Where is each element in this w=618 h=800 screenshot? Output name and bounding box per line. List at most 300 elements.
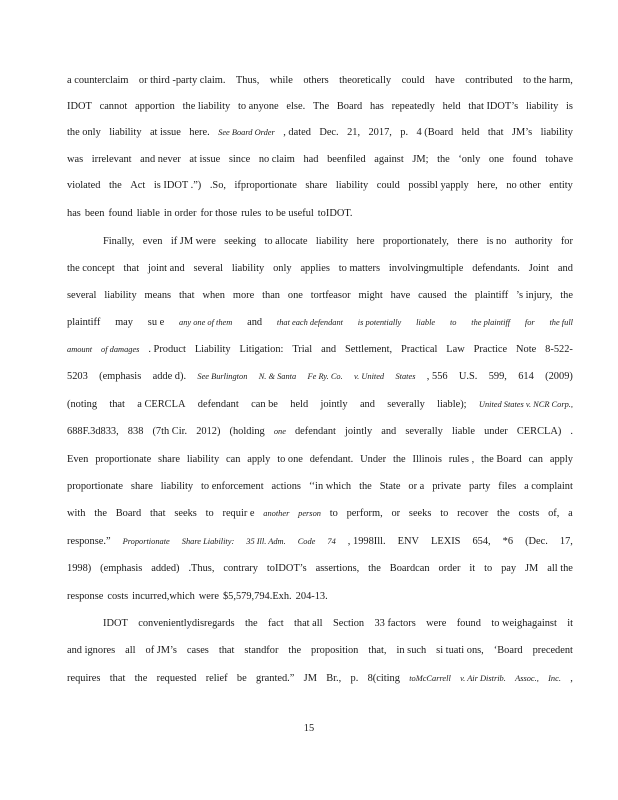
text-segment: apply xyxy=(549,454,573,465)
text-segment: ENV xyxy=(397,536,419,547)
text-segment: JM xyxy=(525,563,539,574)
text-segment: 688F.3d833, xyxy=(67,426,119,437)
text-segment: defendant xyxy=(294,426,336,437)
text-segment: JM xyxy=(303,673,317,684)
text-segment: 17, xyxy=(559,536,573,547)
text-segment: no other xyxy=(506,180,541,191)
text-segment: no claim xyxy=(258,154,295,165)
text-segment: plaintiff xyxy=(67,317,101,328)
text-segment: means xyxy=(144,290,172,301)
text-segment: the xyxy=(368,563,381,574)
text-segment: 204-13. xyxy=(295,591,328,602)
text-segment: share xyxy=(130,481,153,492)
text-segment: CERCLA) xyxy=(516,426,562,437)
italic-text-segment: one xyxy=(273,427,286,436)
text-segment: with xyxy=(67,508,86,519)
text-segment: been xyxy=(84,208,105,219)
text-segment: all the xyxy=(547,563,573,574)
text-segment: liability xyxy=(186,454,220,465)
text-segment: and xyxy=(321,344,337,355)
text-line xyxy=(67,343,573,357)
text-line xyxy=(67,153,573,167)
text-segment: the xyxy=(244,618,258,629)
text-segment: the concept xyxy=(67,263,115,274)
text-segment: and ignores xyxy=(67,645,116,656)
text-segment: when xyxy=(202,290,225,301)
text-segment: or xyxy=(391,508,401,519)
text-segment: assertions, xyxy=(315,563,360,574)
text-segment: share xyxy=(158,454,180,465)
text-segment: proposition xyxy=(311,645,359,656)
text-segment: defendant xyxy=(197,399,239,410)
text-segment: found xyxy=(512,154,537,165)
text-segment: Illinois xyxy=(412,454,442,465)
text-segment: to enforcement xyxy=(201,481,264,492)
text-segment: JM’s xyxy=(511,127,533,138)
text-segment: tortfeasor xyxy=(310,290,351,301)
text-segment: or third -party claim. xyxy=(138,75,226,86)
italic-text-segment: person xyxy=(298,509,321,518)
text-segment: costs xyxy=(518,508,540,519)
text-segment: (Dec. xyxy=(525,536,548,547)
text-segment: party xyxy=(468,481,491,492)
text-segment: only xyxy=(273,263,292,274)
text-line xyxy=(67,207,573,221)
text-segment: .So, xyxy=(209,180,226,191)
text-segment: 614 xyxy=(518,371,534,382)
text-segment: to weighagainst xyxy=(491,618,557,629)
text-segment: liability xyxy=(525,101,559,112)
text-segment: the xyxy=(109,180,122,191)
text-segment: standfor xyxy=(244,645,279,656)
text-segment: irrelevant xyxy=(91,154,132,165)
text-line xyxy=(67,672,573,686)
text-segment: might xyxy=(358,290,383,301)
text-segment: involvingmultiple xyxy=(388,263,464,274)
text-segment: the xyxy=(392,454,406,465)
text-segment: si tuati ons, xyxy=(436,645,484,656)
text-segment: Practical xyxy=(400,344,438,355)
text-segment: 5203 xyxy=(67,371,88,382)
italic-text-segment: amount xyxy=(67,345,93,354)
italic-text-segment: v. United xyxy=(354,372,385,381)
italic-text-segment: for xyxy=(524,318,535,327)
text-segment: (7th Cir. xyxy=(152,426,188,437)
text-segment: liability xyxy=(335,180,369,191)
text-segment: response xyxy=(67,591,104,602)
text-segment: beenfiled xyxy=(327,154,366,165)
text-segment: The xyxy=(312,101,330,112)
text-line xyxy=(67,535,573,549)
text-segment: to xyxy=(440,508,449,519)
text-segment: proportionate xyxy=(67,481,123,492)
text-segment: since xyxy=(228,154,251,165)
text-segment: several xyxy=(67,290,97,301)
text-segment: may xyxy=(115,317,133,328)
text-segment: 8-522- xyxy=(545,344,573,355)
text-segment: possibl yapply xyxy=(408,180,469,191)
text-segment: be xyxy=(236,673,247,684)
text-segment: defendants. xyxy=(472,263,520,274)
italic-text-segment: to xyxy=(449,318,457,327)
text-line xyxy=(67,316,573,330)
text-line xyxy=(67,100,573,114)
text-segment: 21, xyxy=(347,127,361,138)
italic-text-segment: v. Air Distrib. xyxy=(460,674,506,683)
text-segment: has xyxy=(370,101,384,112)
text-segment: convenientlydisregards xyxy=(138,618,235,629)
text-segment: that xyxy=(109,399,125,410)
text-segment: liability xyxy=(109,127,142,138)
italic-text-segment: N. & Santa xyxy=(258,372,297,381)
text-segment: (holding xyxy=(229,426,265,437)
italic-text-segment: toMcCarrell xyxy=(409,674,451,683)
italic-text-segment: the plaintiff xyxy=(471,318,511,327)
text-segment: even xyxy=(142,236,163,247)
text-segment: U.S. xyxy=(458,371,478,382)
text-segment: requested xyxy=(156,673,197,684)
text-segment: that xyxy=(123,263,140,274)
text-segment: held xyxy=(461,127,480,138)
text-segment: at issue xyxy=(189,154,221,165)
text-segment: in order xyxy=(163,208,197,219)
text-segment: Litigation: xyxy=(239,344,284,355)
text-line xyxy=(67,74,573,88)
text-segment: Trial xyxy=(292,344,313,355)
text-segment: rules , xyxy=(448,454,475,465)
text-segment: pay xyxy=(501,563,517,574)
text-segment: toIDOT. xyxy=(317,208,353,219)
text-segment: is xyxy=(566,101,573,112)
text-segment: joint and xyxy=(147,263,185,274)
text-segment: Practice xyxy=(473,344,508,355)
text-segment: perform, xyxy=(346,508,383,519)
text-segment: here xyxy=(356,236,375,247)
text-segment: liability xyxy=(160,481,194,492)
text-segment: that xyxy=(218,645,235,656)
text-segment: seeks xyxy=(408,508,432,519)
text-segment: for xyxy=(560,236,573,247)
text-segment: the xyxy=(288,645,302,656)
text-segment: , dated xyxy=(283,127,311,138)
text-segment: LEXIS xyxy=(431,536,461,547)
text-segment: Settlement, xyxy=(345,344,393,355)
italic-text-segment: 35 Ill. Adm. xyxy=(246,537,286,546)
text-segment: liability xyxy=(540,127,573,138)
text-segment: is IDOT .”) xyxy=(153,180,202,191)
text-segment: a CERCLA xyxy=(137,399,186,410)
text-segment: can xyxy=(528,454,543,465)
text-segment: (noting xyxy=(67,399,98,410)
text-segment: files xyxy=(498,481,517,492)
text-segment: found xyxy=(456,618,481,629)
italic-text-segment: 74 xyxy=(327,537,336,546)
text-segment: a counterclaim xyxy=(67,75,129,86)
text-segment: held xyxy=(442,101,461,112)
text-segment: State xyxy=(379,481,401,492)
text-segment: and never xyxy=(140,154,181,165)
text-segment: ‘‘in which xyxy=(308,481,352,492)
text-segment: seeks xyxy=(174,508,197,519)
text-segment: and xyxy=(247,317,263,328)
text-segment: JM; xyxy=(412,154,429,165)
text-segment: if JM were xyxy=(170,236,216,247)
text-segment: to allocate xyxy=(264,236,308,247)
text-segment: toIDOT’s xyxy=(266,563,307,574)
text-segment: more xyxy=(232,290,255,301)
text-segment: severally xyxy=(387,399,425,410)
text-segment: and xyxy=(557,263,573,274)
text-segment: 4 (Board xyxy=(416,127,454,138)
text-segment: Board xyxy=(336,101,363,112)
text-segment: against xyxy=(374,154,404,165)
text-segment: contributed xyxy=(465,75,513,86)
text-segment: it xyxy=(567,618,573,629)
italic-text-segment: States xyxy=(395,372,416,381)
text-segment: Br., xyxy=(326,673,342,684)
italic-text-segment: See Board Order xyxy=(218,128,275,137)
italic-text-segment: is potentially xyxy=(357,318,402,327)
text-segment: share xyxy=(305,180,328,191)
text-line xyxy=(67,370,573,384)
text-segment: proportionate xyxy=(95,454,152,465)
text-segment: the xyxy=(359,481,372,492)
text-segment: have xyxy=(390,290,411,301)
text-line xyxy=(67,289,573,303)
text-segment: p. xyxy=(400,127,409,138)
italic-text-segment: any one of them xyxy=(179,318,233,327)
text-segment: fact xyxy=(268,618,284,629)
text-segment: of JM’s xyxy=(145,645,177,656)
text-segment: plaintiff xyxy=(474,290,509,301)
text-segment: is no xyxy=(486,236,507,247)
text-segment: to xyxy=(329,508,338,519)
text-segment: or a xyxy=(408,481,425,492)
text-segment: Liability xyxy=(194,344,231,355)
text-segment: actions xyxy=(271,481,301,492)
text-segment: . xyxy=(570,426,573,437)
text-segment: Board xyxy=(115,508,142,519)
text-segment: one xyxy=(287,290,303,301)
text-segment: 33 factors xyxy=(374,618,416,629)
page-number: 15 xyxy=(303,723,315,734)
text-segment: proportionately, xyxy=(382,236,449,247)
text-segment: requires xyxy=(67,673,101,684)
text-segment: granted.” xyxy=(256,673,295,684)
text-segment: authority xyxy=(514,236,553,247)
text-segment: has xyxy=(67,208,81,219)
text-segment: caused xyxy=(418,290,447,301)
text-segment: cannot xyxy=(99,101,128,112)
text-segment: there xyxy=(457,236,479,247)
text-segment: that, xyxy=(368,645,387,656)
text-segment: the Board xyxy=(481,454,522,465)
text-line xyxy=(67,453,573,467)
text-segment: (emphasis xyxy=(100,563,143,574)
text-line xyxy=(67,480,573,494)
text-segment: and xyxy=(381,426,397,437)
text-line xyxy=(67,179,573,193)
text-line xyxy=(103,617,573,631)
text-segment: Note xyxy=(516,344,537,355)
text-segment: the xyxy=(454,290,468,301)
text-segment: for those xyxy=(200,208,238,219)
text-segment: that all xyxy=(293,618,323,629)
text-segment: several xyxy=(193,263,223,274)
text-segment: . Product xyxy=(148,344,186,355)
italic-text-segment: Inc. xyxy=(548,674,561,683)
text-segment: had xyxy=(303,154,319,165)
text-segment: the xyxy=(560,290,573,301)
text-segment: than xyxy=(262,290,280,301)
italic-text-segment: another xyxy=(263,509,290,518)
text-segment: to the harm, xyxy=(522,75,573,86)
text-segment: requir e xyxy=(222,508,255,519)
text-segment: 2012) xyxy=(196,426,221,437)
text-line xyxy=(67,262,573,276)
italic-text-segment: Assoc., xyxy=(515,674,539,683)
text-segment: to matters xyxy=(338,263,381,274)
text-segment: while xyxy=(269,75,293,86)
text-line xyxy=(67,398,573,412)
text-segment: tohave xyxy=(545,154,573,165)
text-segment: a complaint xyxy=(524,481,573,492)
text-segment: to xyxy=(484,563,493,574)
text-segment: rules xyxy=(241,208,262,219)
text-line xyxy=(67,590,573,604)
text-segment: a xyxy=(568,508,573,519)
text-segment: that xyxy=(149,508,166,519)
text-segment: under xyxy=(484,426,508,437)
text-segment: adde d). xyxy=(152,371,187,382)
text-segment: the xyxy=(94,508,107,519)
text-segment: 838 xyxy=(127,426,144,437)
text-segment: IDOT xyxy=(67,101,92,112)
text-segment: Thus, xyxy=(235,75,260,86)
text-segment: .Thus, xyxy=(188,563,215,574)
text-segment: apportion xyxy=(135,101,175,112)
text-segment: liable xyxy=(451,426,476,437)
text-segment: repeatedly xyxy=(391,101,435,112)
text-segment: ‘Board xyxy=(493,645,523,656)
italic-text-segment: See Burlington xyxy=(197,372,248,381)
text-segment: Joint xyxy=(528,263,549,274)
text-segment: severally xyxy=(405,426,443,437)
text-segment: precedent xyxy=(532,645,573,656)
text-segment: response.” xyxy=(67,536,111,547)
text-segment: incurred,which xyxy=(132,591,195,602)
text-segment: of, xyxy=(548,508,560,519)
text-segment: have xyxy=(435,75,455,86)
text-segment: 8(citing xyxy=(367,673,400,684)
text-line xyxy=(67,562,573,576)
text-segment: $5,579,794.Exh. xyxy=(222,591,292,602)
text-segment: contrary xyxy=(223,563,258,574)
text-segment: can xyxy=(225,454,241,465)
text-segment: private xyxy=(432,481,462,492)
text-segment: at issue xyxy=(149,127,181,138)
text-segment: added) xyxy=(151,563,180,574)
text-segment: Law xyxy=(446,344,465,355)
italic-text-segment: the full xyxy=(549,318,573,327)
text-segment: Even xyxy=(67,454,89,465)
text-segment: that xyxy=(109,673,126,684)
text-segment: p. xyxy=(350,673,359,684)
text-segment: the xyxy=(134,673,148,684)
text-segment: , 556 xyxy=(426,371,448,382)
text-segment: that xyxy=(178,290,195,301)
text-segment: IDOT xyxy=(103,618,128,629)
italic-text-segment: Share Liability: xyxy=(181,537,235,546)
text-segment: could xyxy=(401,75,425,86)
text-segment: (2009) xyxy=(545,371,573,382)
text-segment: entity xyxy=(549,180,573,191)
text-segment: recover xyxy=(457,508,489,519)
italic-text-segment: that each defendant xyxy=(276,318,343,327)
text-segment: here, xyxy=(477,180,498,191)
text-segment: ‘only xyxy=(458,154,481,165)
text-segment: , xyxy=(570,673,573,684)
text-segment: Section xyxy=(332,618,365,629)
text-segment: were xyxy=(426,618,447,629)
text-segment: the xyxy=(497,508,510,519)
text-segment: liability xyxy=(104,290,137,301)
text-segment: here. xyxy=(189,127,210,138)
text-segment: Act xyxy=(130,180,146,191)
text-segment: applies xyxy=(300,263,330,274)
text-segment: 654, xyxy=(472,536,491,547)
text-segment: to be useful xyxy=(265,208,314,219)
text-segment: it xyxy=(469,563,476,574)
italic-text-segment: United States v. NCR Corp., xyxy=(478,400,573,409)
text-segment: violated xyxy=(67,180,101,191)
text-segment: the liability xyxy=(182,101,231,112)
text-segment: and xyxy=(359,399,375,410)
text-segment: that IDOT’s xyxy=(468,101,519,112)
italic-text-segment: Proportionate xyxy=(122,537,170,546)
text-segment: Under xyxy=(360,454,387,465)
text-segment: to anyone xyxy=(237,101,279,112)
text-segment: all xyxy=(125,645,136,656)
text-line xyxy=(103,235,573,249)
text-segment: the xyxy=(437,154,450,165)
text-segment: Boardcan xyxy=(389,563,430,574)
text-segment: relief xyxy=(205,673,228,684)
text-segment: cases xyxy=(186,645,209,656)
text-segment: was xyxy=(67,154,84,165)
text-segment: others xyxy=(303,75,329,86)
text-segment: the only xyxy=(67,127,101,138)
text-segment: liable); xyxy=(437,399,467,410)
text-segment: theoretically xyxy=(339,75,392,86)
text-segment: jointly xyxy=(320,399,348,410)
text-segment: can be xyxy=(251,399,278,410)
text-segment: that xyxy=(487,127,504,138)
text-segment: *6 xyxy=(502,536,514,547)
text-segment: su e xyxy=(147,317,165,328)
text-segment: defendant. xyxy=(309,454,354,465)
text-segment: 2017, xyxy=(368,127,392,138)
text-segment: Dec. xyxy=(319,127,339,138)
text-segment: to xyxy=(205,508,214,519)
text-segment: liable xyxy=(136,208,160,219)
text-segment: ifproportionate xyxy=(234,180,297,191)
text-segment: liability xyxy=(315,236,349,247)
text-segment: one xyxy=(488,154,504,165)
text-segment: seeking xyxy=(224,236,257,247)
text-segment: could xyxy=(376,180,400,191)
text-line xyxy=(67,126,573,140)
